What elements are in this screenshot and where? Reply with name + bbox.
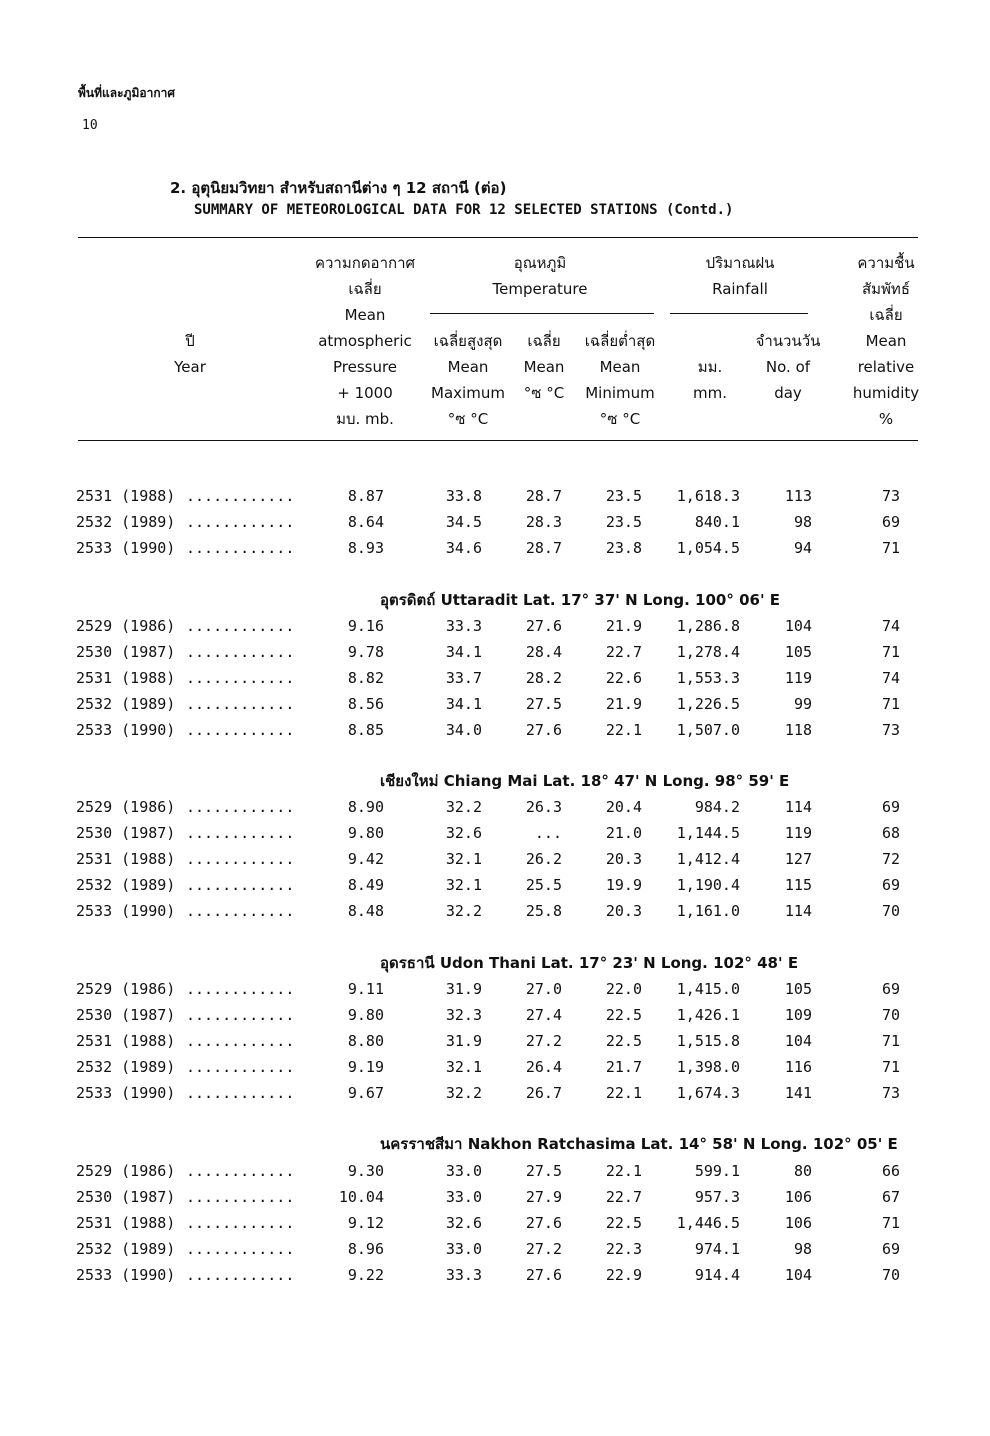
max-cell: 32.1 bbox=[445, 876, 482, 894]
year-cell: 2532 (1989) bbox=[76, 876, 176, 894]
hum-cell: 73 bbox=[881, 721, 900, 739]
leader-dots: ............ bbox=[186, 824, 295, 842]
table-row bbox=[0, 1210, 990, 1236]
rain-cell: 1,054.5 bbox=[676, 539, 740, 557]
table-row bbox=[0, 613, 990, 639]
max-cell: 32.1 bbox=[445, 1058, 482, 1076]
hum-cell: 67 bbox=[881, 1188, 900, 1206]
leader-dots: ............ bbox=[186, 1266, 295, 1284]
min-cell: 22.0 bbox=[605, 980, 642, 998]
leader-dots: ............ bbox=[186, 798, 295, 816]
rain-cell: 1,398.0 bbox=[676, 1058, 740, 1076]
max-cell: 32.6 bbox=[445, 824, 482, 842]
year-cell: 2530 (1987) bbox=[76, 1006, 176, 1024]
header-bottom-rule bbox=[78, 440, 918, 441]
days-cell: 113 bbox=[784, 487, 812, 505]
header-rainfall: ปริมาณฝน Rainfall bbox=[705, 254, 775, 298]
days-cell: 119 bbox=[784, 824, 812, 842]
rain-cell: 1,415.0 bbox=[676, 980, 740, 998]
leader-dots: ............ bbox=[186, 617, 295, 635]
table-row bbox=[0, 665, 990, 691]
table-title-english: SUMMARY OF METEOROLOGICAL DATA FOR 12 SELECTED STATIONS (Contd.) bbox=[194, 202, 734, 218]
hum-cell: 69 bbox=[881, 798, 900, 816]
days-cell: 106 bbox=[784, 1214, 812, 1232]
hum-cell: 71 bbox=[881, 1032, 900, 1050]
min-cell: 23.8 bbox=[605, 539, 642, 557]
min-cell: 21.9 bbox=[605, 695, 642, 713]
table-row bbox=[0, 976, 990, 1002]
rain-cell: 1,446.5 bbox=[676, 1214, 740, 1232]
max-cell: 32.2 bbox=[445, 798, 482, 816]
rain-cell: 1,226.5 bbox=[676, 695, 740, 713]
mean-cell: 27.0 bbox=[525, 980, 562, 998]
min-cell: 22.7 bbox=[605, 1188, 642, 1206]
table-row bbox=[0, 1184, 990, 1210]
max-cell: 31.9 bbox=[445, 980, 482, 998]
leader-dots: ............ bbox=[186, 1240, 295, 1258]
year-cell: 2533 (1990) bbox=[76, 539, 176, 557]
hum-cell: 74 bbox=[881, 617, 900, 635]
table-row bbox=[0, 1236, 990, 1262]
pressure-cell: 8.96 bbox=[347, 1240, 384, 1258]
station-heading: อุดรธานี Udon Thani Lat. 17° 23' N Long. 102° 48' E bbox=[380, 954, 799, 972]
pressure-cell: 9.19 bbox=[347, 1058, 384, 1076]
leader-dots: ............ bbox=[186, 539, 295, 557]
year-cell: 2533 (1990) bbox=[76, 902, 176, 920]
table-row bbox=[0, 846, 990, 872]
rain-cell: 984.2 bbox=[694, 798, 740, 816]
min-cell: 21.9 bbox=[605, 617, 642, 635]
hum-cell: 69 bbox=[881, 513, 900, 531]
year-cell: 2533 (1990) bbox=[76, 721, 176, 739]
station-heading: อุตรดิตถ์ Uttaradit Lat. 17° 37' N Long. 100° 06' E bbox=[380, 591, 781, 609]
leader-dots: ............ bbox=[186, 643, 295, 661]
hum-cell: 73 bbox=[881, 1084, 900, 1102]
days-cell: 104 bbox=[784, 1266, 812, 1284]
header-temp-min: เฉลี่ยต่ำสุด Mean Minimum °ซ °C bbox=[584, 332, 656, 428]
pressure-cell: 9.16 bbox=[347, 617, 384, 635]
year-cell: 2531 (1988) bbox=[76, 850, 176, 868]
days-cell: 105 bbox=[784, 643, 812, 661]
days-cell: 118 bbox=[784, 721, 812, 739]
min-cell: 22.1 bbox=[605, 721, 642, 739]
table-row bbox=[0, 483, 990, 509]
leader-dots: ............ bbox=[186, 850, 295, 868]
pressure-cell: 9.30 bbox=[347, 1162, 384, 1180]
table-row bbox=[0, 1054, 990, 1080]
max-cell: 34.1 bbox=[445, 643, 482, 661]
year-cell: 2531 (1988) bbox=[76, 487, 176, 505]
mean-cell: 27.2 bbox=[525, 1240, 562, 1258]
min-cell: 19.9 bbox=[605, 876, 642, 894]
days-cell: 119 bbox=[784, 669, 812, 687]
year-cell: 2533 (1990) bbox=[76, 1266, 176, 1284]
min-cell: 22.7 bbox=[605, 643, 642, 661]
min-cell: 22.5 bbox=[605, 1006, 642, 1024]
rain-cell: 1,618.3 bbox=[676, 487, 740, 505]
leader-dots: ............ bbox=[186, 695, 295, 713]
header-pressure: ความกดอากาศ เฉลี่ย Mean atmospheric Pressure + 1000 มบ. mb. bbox=[314, 254, 416, 428]
mean-cell: 28.3 bbox=[525, 513, 562, 531]
header-temp-max: เฉลี่ยสูงสุด Mean Maximum °ซ °C bbox=[431, 332, 505, 428]
days-cell: 94 bbox=[793, 539, 812, 557]
pressure-cell: 8.64 bbox=[347, 513, 384, 531]
header-rain-mm: มม. mm. bbox=[693, 358, 727, 402]
year-cell: 2533 (1990) bbox=[76, 1084, 176, 1102]
mean-cell: 25.8 bbox=[525, 902, 562, 920]
rain-cell: 1,161.0 bbox=[676, 902, 740, 920]
pressure-cell: 9.67 bbox=[347, 1084, 384, 1102]
days-cell: 114 bbox=[784, 798, 812, 816]
pressure-cell: 9.22 bbox=[347, 1266, 384, 1284]
pressure-cell: 8.56 bbox=[347, 695, 384, 713]
pressure-cell: 8.87 bbox=[347, 487, 384, 505]
leader-dots: ............ bbox=[186, 487, 295, 505]
pressure-cell: 8.82 bbox=[347, 669, 384, 687]
mean-cell: 28.4 bbox=[525, 643, 562, 661]
rain-cell: 1,553.3 bbox=[676, 669, 740, 687]
days-cell: 98 bbox=[793, 513, 812, 531]
hum-cell: 74 bbox=[881, 669, 900, 687]
mean-cell: ... bbox=[534, 824, 562, 842]
year-cell: 2532 (1989) bbox=[76, 1058, 176, 1076]
max-cell: 34.6 bbox=[445, 539, 482, 557]
hum-cell: 71 bbox=[881, 695, 900, 713]
mean-cell: 26.7 bbox=[525, 1084, 562, 1102]
pressure-cell: 8.85 bbox=[347, 721, 384, 739]
mean-cell: 26.3 bbox=[525, 798, 562, 816]
min-cell: 22.3 bbox=[605, 1240, 642, 1258]
days-cell: 80 bbox=[793, 1162, 812, 1180]
min-cell: 22.5 bbox=[605, 1032, 642, 1050]
page-number: 10 bbox=[82, 118, 98, 133]
pressure-cell: 9.80 bbox=[347, 824, 384, 842]
rain-cell: 1,286.8 bbox=[676, 617, 740, 635]
leader-dots: ............ bbox=[186, 1214, 295, 1232]
year-cell: 2532 (1989) bbox=[76, 695, 176, 713]
pressure-cell: 9.11 bbox=[347, 980, 384, 998]
pressure-cell: 8.48 bbox=[347, 902, 384, 920]
year-cell: 2529 (1986) bbox=[76, 798, 176, 816]
table-row bbox=[0, 1158, 990, 1184]
days-cell: 115 bbox=[784, 876, 812, 894]
days-cell: 104 bbox=[784, 1032, 812, 1050]
pressure-cell: 10.04 bbox=[338, 1188, 384, 1206]
table-row bbox=[0, 509, 990, 535]
max-cell: 33.3 bbox=[445, 1266, 482, 1284]
mean-cell: 26.2 bbox=[525, 850, 562, 868]
max-cell: 33.0 bbox=[445, 1188, 482, 1206]
year-cell: 2529 (1986) bbox=[76, 980, 176, 998]
table-row bbox=[0, 1028, 990, 1054]
year-cell: 2531 (1988) bbox=[76, 669, 176, 687]
hum-cell: 73 bbox=[881, 487, 900, 505]
rain-cell: 974.1 bbox=[694, 1240, 740, 1258]
year-cell: 2530 (1987) bbox=[76, 1188, 176, 1206]
rain-cell: 1,278.4 bbox=[676, 643, 740, 661]
hum-cell: 69 bbox=[881, 876, 900, 894]
max-cell: 33.0 bbox=[445, 1162, 482, 1180]
min-cell: 22.5 bbox=[605, 1214, 642, 1232]
header-humidity: ความชื้น สัมพัทธ์ เฉลี่ย Mean relative humidity % bbox=[852, 254, 920, 428]
station-heading: นครราชสีมา Nakhon Ratchasima Lat. 14° 58' N Long. 102° 05' E bbox=[380, 1135, 898, 1153]
leader-dots: ............ bbox=[186, 513, 295, 531]
min-cell: 20.3 bbox=[605, 902, 642, 920]
mean-cell: 25.5 bbox=[525, 876, 562, 894]
pressure-cell: 9.78 bbox=[347, 643, 384, 661]
leader-dots: ............ bbox=[186, 1006, 295, 1024]
year-cell: 2531 (1988) bbox=[76, 1214, 176, 1232]
mean-cell: 27.6 bbox=[525, 721, 562, 739]
rain-cell: 957.3 bbox=[694, 1188, 740, 1206]
mean-cell: 27.5 bbox=[525, 695, 562, 713]
table-row bbox=[0, 1002, 990, 1028]
days-cell: 114 bbox=[784, 902, 812, 920]
days-cell: 99 bbox=[793, 695, 812, 713]
max-cell: 32.1 bbox=[445, 850, 482, 868]
max-cell: 33.3 bbox=[445, 617, 482, 635]
max-cell: 32.6 bbox=[445, 1214, 482, 1232]
min-cell: 22.1 bbox=[605, 1084, 642, 1102]
days-cell: 98 bbox=[793, 1240, 812, 1258]
hum-cell: 71 bbox=[881, 539, 900, 557]
hum-cell: 71 bbox=[881, 643, 900, 661]
hum-cell: 69 bbox=[881, 980, 900, 998]
hum-cell: 71 bbox=[881, 1058, 900, 1076]
rain-cell: 1,144.5 bbox=[676, 824, 740, 842]
leader-dots: ............ bbox=[186, 721, 295, 739]
days-cell: 116 bbox=[784, 1058, 812, 1076]
max-cell: 32.3 bbox=[445, 1006, 482, 1024]
year-cell: 2532 (1989) bbox=[76, 513, 176, 531]
table-row bbox=[0, 1080, 990, 1106]
mean-cell: 26.4 bbox=[525, 1058, 562, 1076]
leader-dots: ............ bbox=[186, 980, 295, 998]
leader-dots: ............ bbox=[186, 902, 295, 920]
mean-cell: 27.6 bbox=[525, 617, 562, 635]
min-cell: 22.1 bbox=[605, 1162, 642, 1180]
table-row bbox=[0, 691, 990, 717]
max-cell: 34.5 bbox=[445, 513, 482, 531]
rain-cell: 1,190.4 bbox=[676, 876, 740, 894]
table-row bbox=[0, 1262, 990, 1288]
mean-cell: 27.6 bbox=[525, 1266, 562, 1284]
hum-cell: 70 bbox=[881, 902, 900, 920]
leader-dots: ............ bbox=[186, 669, 295, 687]
pressure-cell: 9.42 bbox=[347, 850, 384, 868]
table-row bbox=[0, 820, 990, 846]
rain-cell: 1,412.4 bbox=[676, 850, 740, 868]
mean-cell: 27.4 bbox=[525, 1006, 562, 1024]
mean-cell: 28.7 bbox=[525, 487, 562, 505]
days-cell: 106 bbox=[784, 1188, 812, 1206]
top-rule bbox=[78, 237, 918, 238]
max-cell: 32.2 bbox=[445, 1084, 482, 1102]
rain-cell: 1,515.8 bbox=[676, 1032, 740, 1050]
days-cell: 104 bbox=[784, 617, 812, 635]
hum-cell: 69 bbox=[881, 1240, 900, 1258]
days-cell: 105 bbox=[784, 980, 812, 998]
year-cell: 2530 (1987) bbox=[76, 824, 176, 842]
hum-cell: 71 bbox=[881, 1214, 900, 1232]
min-cell: 20.4 bbox=[605, 798, 642, 816]
running-head: พื้นที่และภูมิอากาศ bbox=[78, 86, 175, 100]
pressure-cell: 9.12 bbox=[347, 1214, 384, 1232]
hum-cell: 68 bbox=[881, 824, 900, 842]
table-title-thai: 2. อุตุนิยมวิทยา สำหรับสถานีต่าง ๆ 12 สถานี (ต่อ) bbox=[170, 179, 507, 197]
mean-cell: 27.2 bbox=[525, 1032, 562, 1050]
mean-cell: 27.6 bbox=[525, 1214, 562, 1232]
table-row bbox=[0, 535, 990, 561]
max-cell: 34.1 bbox=[445, 695, 482, 713]
mean-cell: 27.9 bbox=[525, 1188, 562, 1206]
max-cell: 34.0 bbox=[445, 721, 482, 739]
max-cell: 31.9 bbox=[445, 1032, 482, 1050]
rain-cell: 914.4 bbox=[694, 1266, 740, 1284]
header-year: ปี Year bbox=[174, 332, 206, 376]
min-cell: 23.5 bbox=[605, 513, 642, 531]
max-cell: 33.0 bbox=[445, 1240, 482, 1258]
min-cell: 21.0 bbox=[605, 824, 642, 842]
hum-cell: 70 bbox=[881, 1266, 900, 1284]
year-cell: 2531 (1988) bbox=[76, 1032, 176, 1050]
temperature-rule bbox=[430, 313, 654, 314]
pressure-cell: 8.90 bbox=[347, 798, 384, 816]
hum-cell: 66 bbox=[881, 1162, 900, 1180]
leader-dots: ............ bbox=[186, 1188, 295, 1206]
max-cell: 33.7 bbox=[445, 669, 482, 687]
min-cell: 20.3 bbox=[605, 850, 642, 868]
min-cell: 21.7 bbox=[605, 1058, 642, 1076]
rainfall-rule bbox=[670, 313, 808, 314]
table-row bbox=[0, 639, 990, 665]
rain-cell: 840.1 bbox=[694, 513, 740, 531]
table-row bbox=[0, 717, 990, 743]
hum-cell: 70 bbox=[881, 1006, 900, 1024]
table-row bbox=[0, 794, 990, 820]
leader-dots: ............ bbox=[186, 1084, 295, 1102]
days-cell: 141 bbox=[784, 1084, 812, 1102]
table-row bbox=[0, 898, 990, 924]
year-cell: 2529 (1986) bbox=[76, 617, 176, 635]
rain-cell: 599.1 bbox=[694, 1162, 740, 1180]
header-temperature: อุณหภูมิ Temperature bbox=[492, 254, 588, 298]
min-cell: 22.9 bbox=[605, 1266, 642, 1284]
leader-dots: ............ bbox=[186, 1032, 295, 1050]
leader-dots: ............ bbox=[186, 876, 295, 894]
table-row bbox=[0, 872, 990, 898]
year-cell: 2530 (1987) bbox=[76, 643, 176, 661]
min-cell: 23.5 bbox=[605, 487, 642, 505]
year-cell: 2529 (1986) bbox=[76, 1162, 176, 1180]
mean-cell: 28.2 bbox=[525, 669, 562, 687]
rain-cell: 1,507.0 bbox=[676, 721, 740, 739]
pressure-cell: 8.93 bbox=[347, 539, 384, 557]
max-cell: 32.2 bbox=[445, 902, 482, 920]
leader-dots: ............ bbox=[186, 1058, 295, 1076]
year-cell: 2532 (1989) bbox=[76, 1240, 176, 1258]
leader-dots: ............ bbox=[186, 1162, 295, 1180]
header-temp-mean: เฉลี่ย Mean °ซ °C bbox=[523, 332, 565, 402]
header-rain-days: จำนวนวัน No. of day bbox=[755, 332, 821, 402]
hum-cell: 72 bbox=[881, 850, 900, 868]
pressure-cell: 9.80 bbox=[347, 1006, 384, 1024]
pressure-cell: 8.80 bbox=[347, 1032, 384, 1050]
days-cell: 127 bbox=[784, 850, 812, 868]
mean-cell: 27.5 bbox=[525, 1162, 562, 1180]
rain-cell: 1,674.3 bbox=[676, 1084, 740, 1102]
station-heading: เชียงใหม่ Chiang Mai Lat. 18° 47' N Long. 98° 59' E bbox=[380, 772, 790, 790]
mean-cell: 28.7 bbox=[525, 539, 562, 557]
days-cell: 109 bbox=[784, 1006, 812, 1024]
rain-cell: 1,426.1 bbox=[676, 1006, 740, 1024]
min-cell: 22.6 bbox=[605, 669, 642, 687]
max-cell: 33.8 bbox=[445, 487, 482, 505]
pressure-cell: 8.49 bbox=[347, 876, 384, 894]
